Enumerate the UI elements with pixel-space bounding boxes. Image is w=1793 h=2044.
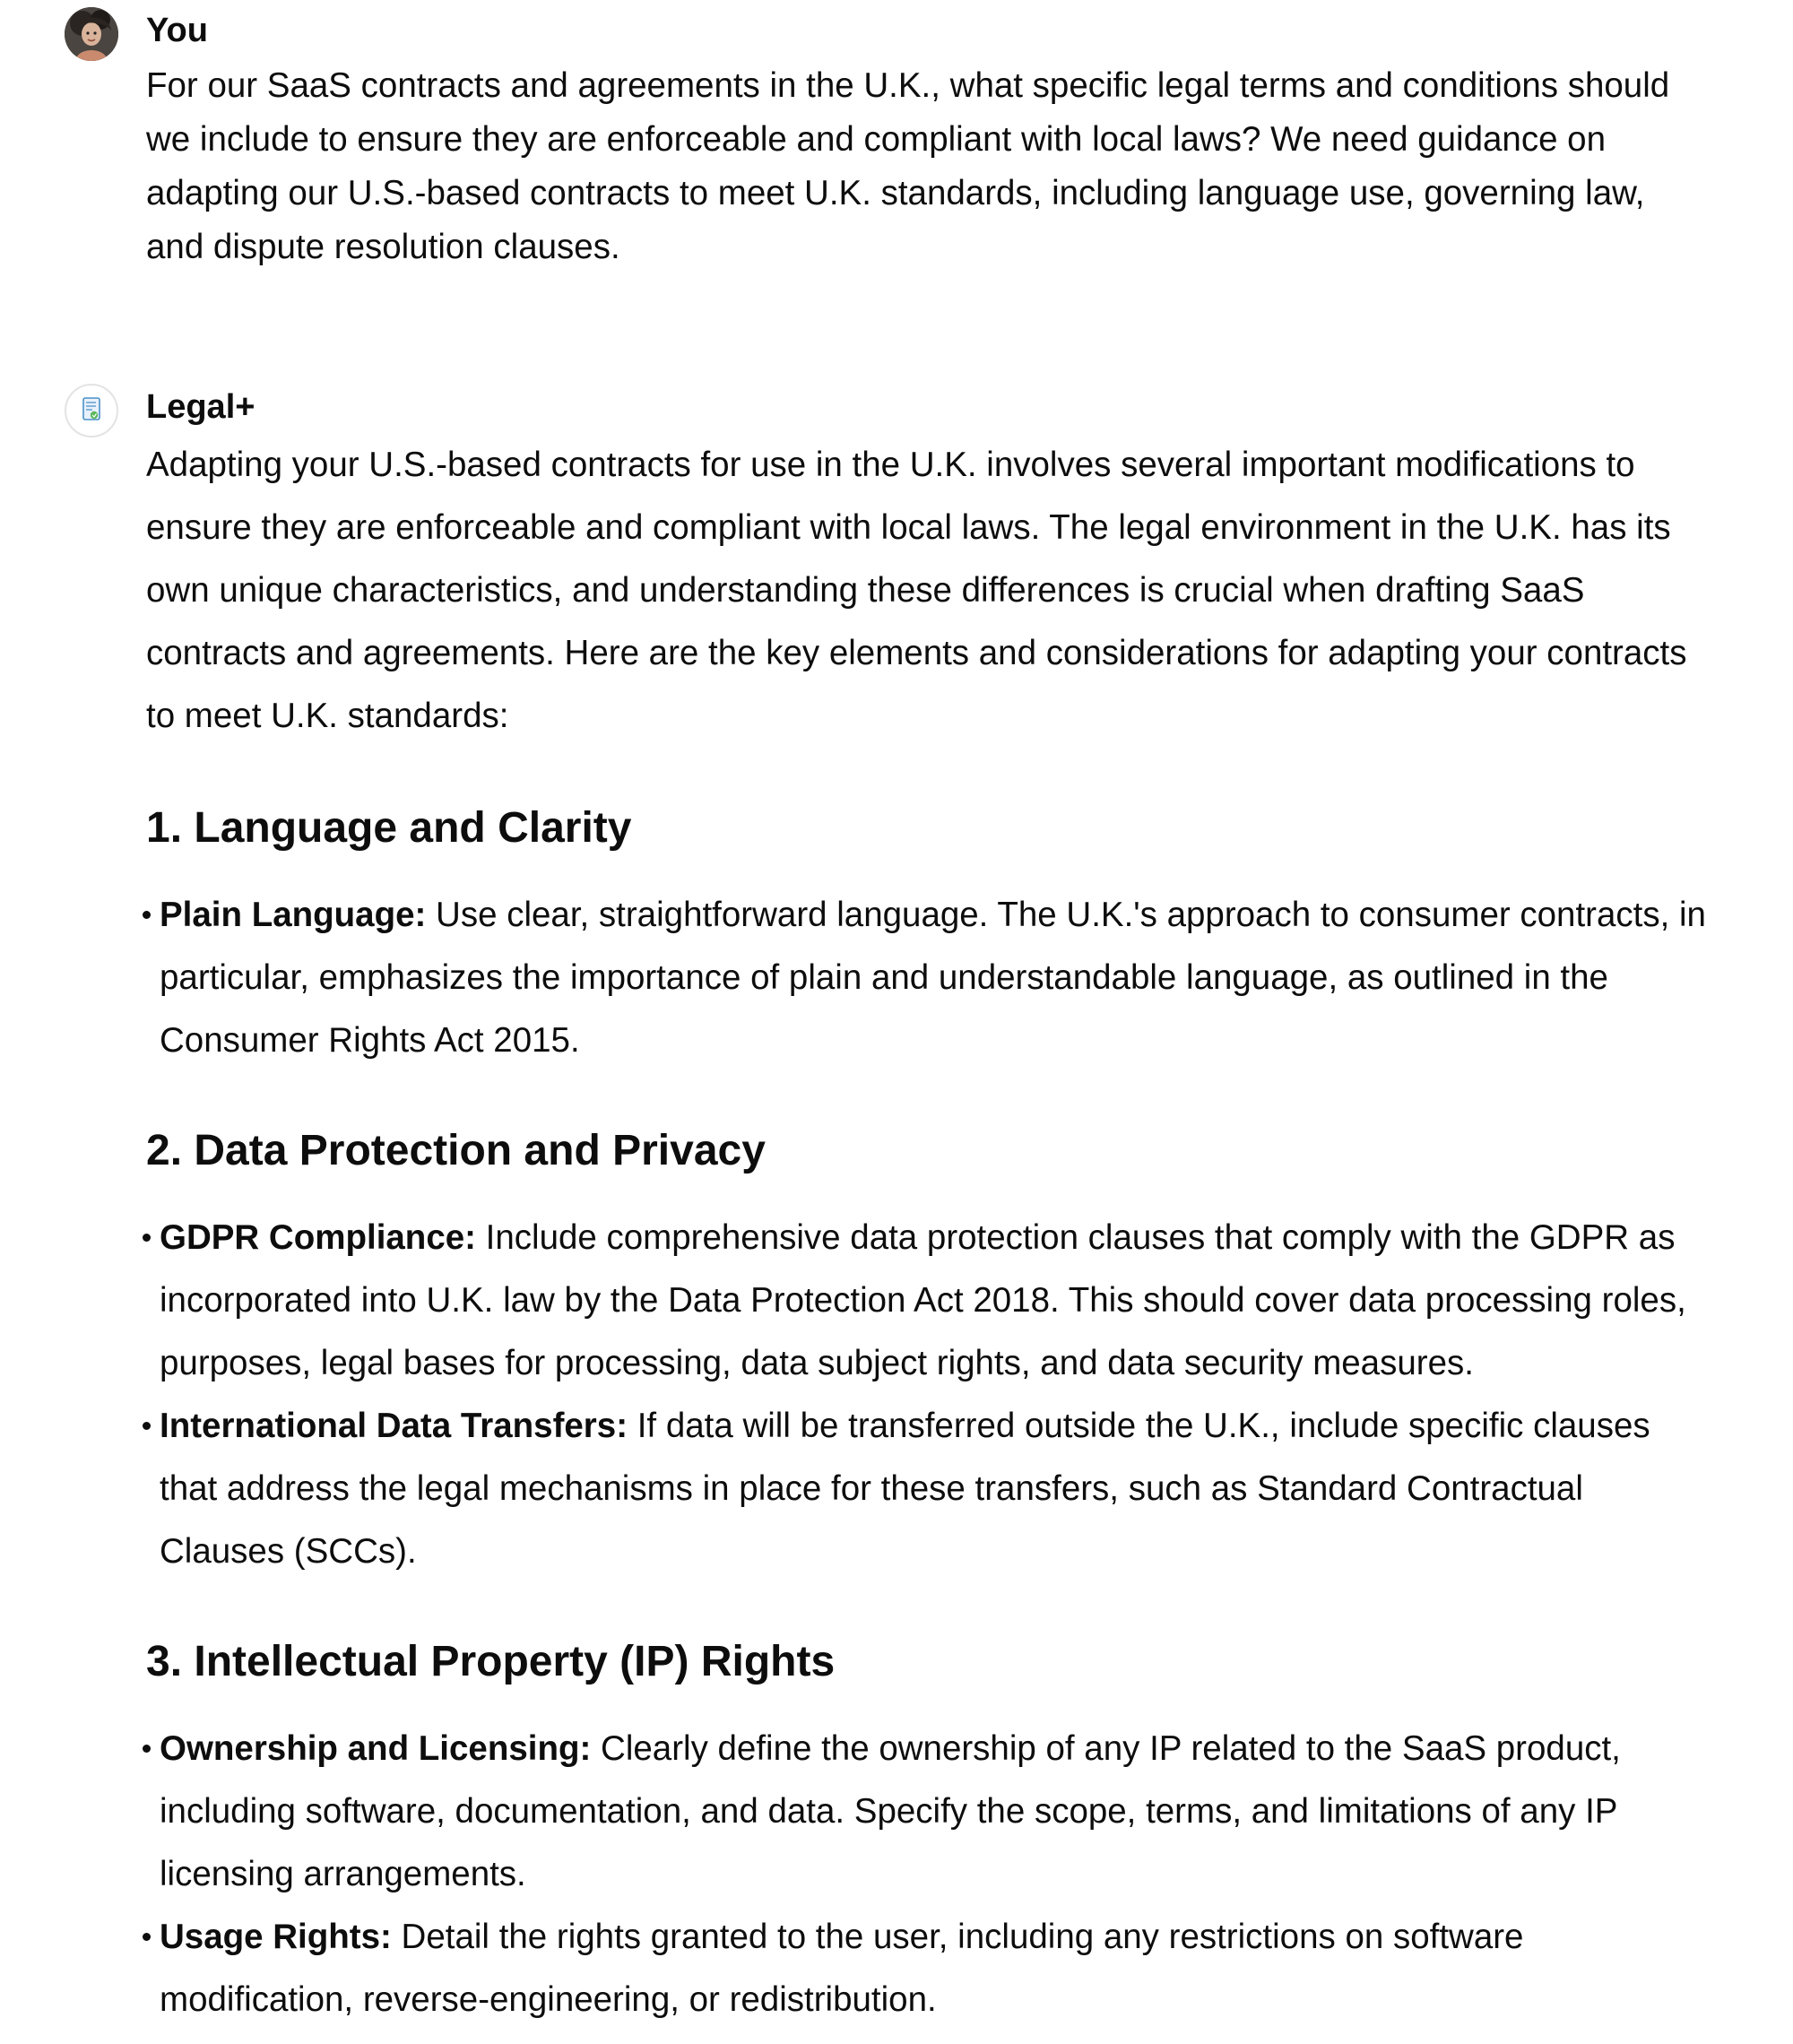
bullet-item [160, 1906, 1711, 2031]
bullet-item [160, 1718, 1711, 1906]
bullet-item [160, 884, 1711, 1072]
assistant-author-name: Legal+ [146, 388, 256, 426]
bullet-lead: International Data Transfers: [160, 1407, 628, 1445]
bullet-lead: Usage Rights: [160, 1918, 392, 1956]
bullet-dot [143, 911, 151, 919]
section-heading: 1. Language and Clarity [146, 804, 632, 852]
bullet-dot [143, 1745, 151, 1753]
section-heading: 2. Data Protection and Privacy [146, 1127, 766, 1174]
bullet-text: If data will be transferred outside the U.K., include specific clauses that address the legal mechanisms in place for these transfers, such as Standard Contractual Clauses (SCCs). [160, 1407, 1650, 1571]
bullet-text: Detail the rights granted to the user, including any restrictions on software modification, reverse-engineering, or redistribution. [160, 1918, 1524, 2019]
assistant-intro: Adapting your U.S.-based contracts for use in the U.K. involves several important modifications to ensure they are enforceable and compliant with local laws. The legal environment in the U.K. has its own unique characteristics, and understanding these differences is crucial when drafting SaaS contracts and agreements. Here are the key elements and considerations for adapting your contracts to meet U.K. standards: [146, 446, 1687, 735]
assistant-message-body [146, 434, 1706, 2019]
bullet-list [160, 1207, 1711, 1583]
assistant-avatar [65, 384, 118, 437]
bullet-text: Clearly define the ownership of any IP related to the SaaS product, including software, documentation, and data. Specify the scope, terms, and limitations of any IP licensing arrangements. [160, 1729, 1621, 1893]
section-heading: 3. Intellectual Property (IP) Rights [146, 1638, 836, 1685]
bullet-item [160, 1395, 1711, 1583]
user-message-text: For our SaaS contracts and agreements in the U.K., what specific legal terms and conditions should we include to ensure they are enforceable and compliant with local laws? We need guidance on adapting our U.S.-based contracts to meet U.K. standards, including language use, governing law, and dispute resolution clauses. [146, 66, 1670, 266]
bullet-text: Use clear, straightforward language. The U.K.'s approach to consumer contracts, in particular, emphasizes the importance of plain and understandable language, as outlined in the Consumer Rights Act 2015. [160, 896, 1706, 1060]
bullet-lead: Plain Language: [160, 896, 427, 934]
user-author-name: You [146, 12, 208, 49]
bullet-text: Include comprehensive data protection clauses that comply with the GDPR as incorporated into U.K. law by the Data Protection Act 2018. This should cover data processing roles, purposes, legal bases for processing, data subject rights, and data security measures. [160, 1218, 1686, 1382]
user-avatar [65, 7, 118, 61]
user-avatar-photo-icon [65, 7, 118, 61]
document-icon [66, 385, 117, 436]
bullet-dot [143, 1422, 151, 1430]
bullet-dot [143, 1933, 151, 1941]
bullet-lead: GDPR Compliance: [160, 1218, 476, 1257]
bullet-item [160, 1207, 1711, 1395]
bullet-list [160, 1718, 1711, 2031]
bullet-lead: Ownership and Licensing: [160, 1729, 592, 1768]
bullet-list [160, 884, 1711, 1072]
bullet-dot [143, 1234, 151, 1242]
